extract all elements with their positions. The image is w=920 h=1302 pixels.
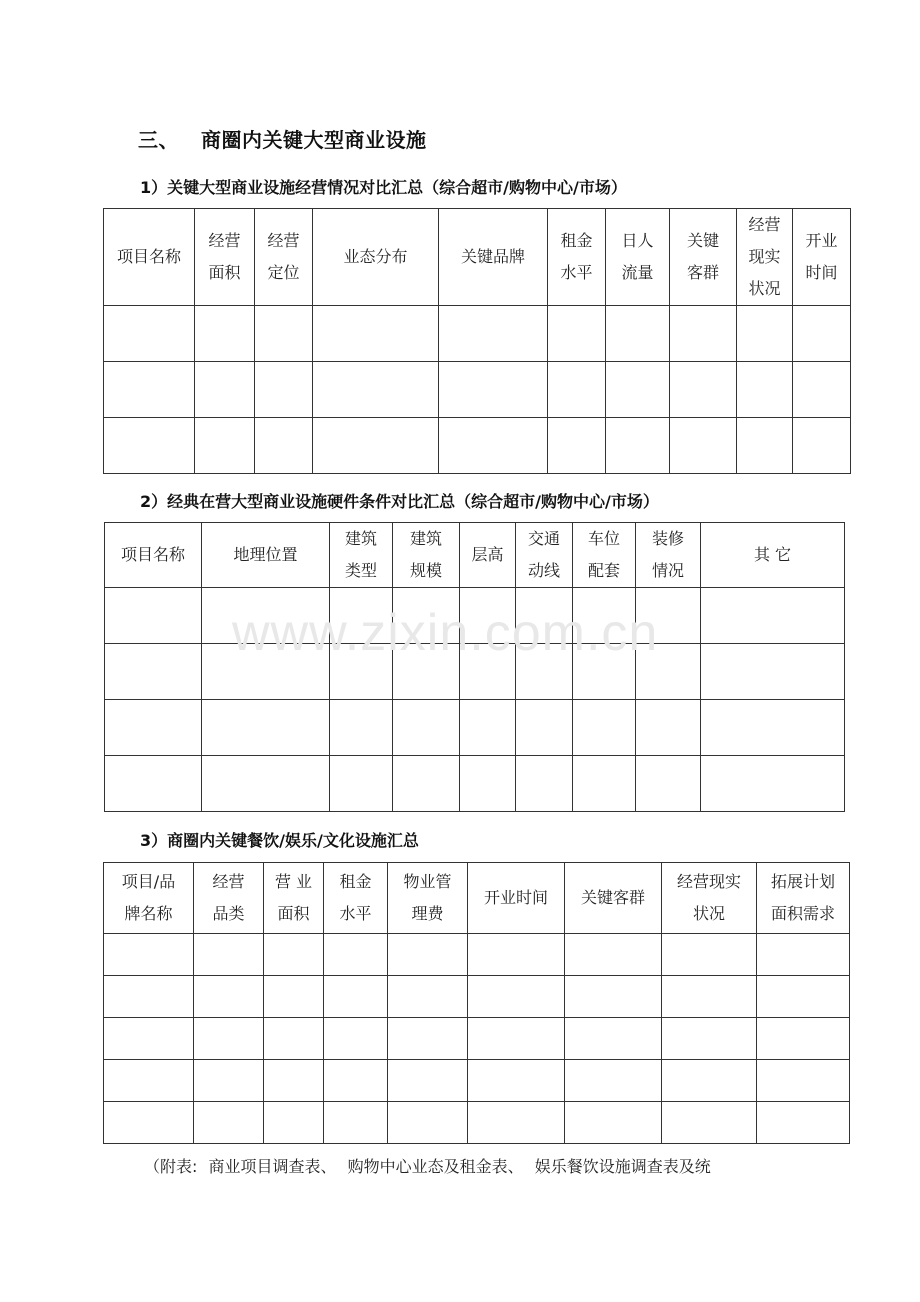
column-header — [393, 523, 460, 588]
empty-cell[interactable] — [606, 306, 670, 362]
empty-cell[interactable] — [330, 700, 393, 756]
empty-cell[interactable] — [104, 418, 195, 474]
column-header — [606, 209, 670, 306]
column-header — [701, 523, 845, 588]
empty-cell[interactable] — [194, 934, 264, 976]
column-header-line: 动线 — [527, 561, 560, 580]
column-header — [388, 863, 468, 934]
empty-cell[interactable] — [636, 700, 701, 756]
column-header-line: 牌名称 — [124, 904, 173, 923]
table-row — [104, 1018, 850, 1060]
column-header-line: 物业管 — [403, 872, 452, 891]
empty-cell[interactable] — [793, 306, 851, 362]
empty-cell[interactable] — [606, 418, 670, 474]
empty-cell[interactable] — [202, 756, 330, 812]
column-header-line: 建筑 — [344, 529, 377, 548]
empty-cell[interactable] — [793, 418, 851, 474]
empty-cell[interactable] — [324, 976, 388, 1018]
empty-cell[interactable] — [264, 1060, 324, 1102]
empty-cell[interactable] — [670, 418, 737, 474]
column-header-line: 日人 — [621, 231, 654, 250]
column-header-line: 项目/品 — [121, 872, 176, 891]
empty-cell[interactable] — [793, 362, 851, 418]
appendix-note-part: 商业项目调查表、 — [208, 1157, 337, 1176]
empty-cell[interactable] — [105, 700, 202, 756]
column-header-line: 品类 — [212, 904, 245, 923]
column-header-line: 配套 — [587, 561, 620, 580]
column-header-line: 开业 — [805, 231, 838, 250]
empty-cell[interactable] — [195, 306, 255, 362]
empty-cell[interactable] — [662, 1060, 757, 1102]
column-header-line: 项目名称 — [120, 545, 185, 564]
table3-title: 3）商圈内关键餐饮/娱乐/文化设施汇总 — [140, 831, 419, 850]
column-header-line: 现实 — [748, 247, 781, 266]
empty-cell[interactable] — [565, 1018, 662, 1060]
column-header-line: 定位 — [267, 263, 300, 282]
empty-cell[interactable] — [105, 588, 202, 644]
empty-cell[interactable] — [757, 1060, 850, 1102]
column-header-line: 关键 — [686, 231, 719, 250]
empty-cell[interactable] — [104, 1060, 194, 1102]
column-header-line: 水平 — [560, 263, 593, 282]
empty-cell[interactable] — [565, 976, 662, 1018]
empty-cell[interactable] — [670, 306, 737, 362]
column-header — [104, 863, 194, 934]
empty-cell[interactable] — [701, 700, 845, 756]
empty-cell[interactable] — [757, 934, 850, 976]
empty-cell[interactable] — [701, 756, 845, 812]
empty-cell[interactable] — [388, 976, 468, 1018]
empty-cell[interactable] — [565, 1060, 662, 1102]
column-header-line: 经营现实 — [676, 872, 741, 891]
table-row — [104, 362, 851, 418]
column-header-line: 经营 — [208, 231, 241, 250]
empty-cell[interactable] — [757, 1102, 850, 1144]
column-header-line: 经营 — [212, 872, 245, 891]
column-header — [516, 523, 573, 588]
column-header-line: 开业时间 — [483, 888, 548, 907]
empty-cell[interactable] — [264, 976, 324, 1018]
appendix-note — [144, 1154, 717, 1177]
empty-cell[interactable] — [565, 1102, 662, 1144]
column-header-line: 规模 — [409, 561, 442, 580]
column-header — [565, 863, 662, 934]
empty-cell[interactable] — [388, 1018, 468, 1060]
empty-cell[interactable] — [737, 418, 793, 474]
empty-cell[interactable] — [670, 362, 737, 418]
column-header — [255, 209, 313, 306]
empty-cell[interactable] — [757, 976, 850, 1018]
empty-cell[interactable] — [737, 306, 793, 362]
empty-cell[interactable] — [313, 362, 439, 418]
column-header — [194, 863, 264, 934]
column-header-line: 流量 — [621, 263, 654, 282]
empty-cell[interactable] — [439, 362, 548, 418]
column-header — [460, 523, 516, 588]
empty-cell[interactable] — [264, 1102, 324, 1144]
column-header-line: 理费 — [411, 904, 444, 923]
column-header-line: 建筑 — [409, 529, 442, 548]
column-header — [439, 209, 548, 306]
empty-cell[interactable] — [104, 976, 194, 1018]
empty-cell[interactable] — [324, 1018, 388, 1060]
empty-cell[interactable] — [255, 362, 313, 418]
column-header-line: 租金 — [560, 231, 593, 250]
column-header-line: 营 业 — [274, 872, 313, 891]
table-row — [104, 306, 851, 362]
table-row — [104, 976, 850, 1018]
column-header-line: 地理位置 — [233, 545, 298, 564]
empty-cell[interactable] — [104, 1018, 194, 1060]
column-header — [324, 863, 388, 934]
empty-cell[interactable] — [202, 700, 330, 756]
appendix-note-part: （附表: — [144, 1157, 198, 1176]
column-header — [737, 209, 793, 306]
empty-cell[interactable] — [313, 306, 439, 362]
column-header-line: 车位 — [587, 529, 620, 548]
empty-cell[interactable] — [388, 934, 468, 976]
table1-title: 1）关键大型商业设施经营情况对比汇总（综合超市/购物中心/市场） — [140, 178, 627, 197]
heading-number: 三、 — [138, 128, 179, 152]
empty-cell[interactable] — [439, 418, 548, 474]
table-row — [104, 1102, 850, 1144]
empty-cell[interactable] — [606, 362, 670, 418]
empty-cell[interactable] — [468, 1018, 565, 1060]
empty-cell[interactable] — [255, 418, 313, 474]
column-header — [573, 523, 636, 588]
column-header — [636, 523, 701, 588]
column-header — [202, 523, 330, 588]
column-header-line: 经营 — [748, 215, 781, 234]
empty-cell[interactable] — [388, 1060, 468, 1102]
column-header-line: 状况 — [748, 279, 781, 298]
empty-cell[interactable] — [439, 306, 548, 362]
column-header-line: 面积 — [277, 904, 310, 923]
column-header-line: 客群 — [686, 263, 719, 282]
empty-cell[interactable] — [662, 1102, 757, 1144]
column-header-line: 状况 — [692, 904, 725, 923]
column-header-line: 层高 — [471, 545, 504, 564]
empty-cell[interactable] — [104, 362, 195, 418]
empty-cell[interactable] — [757, 1018, 850, 1060]
column-header-line: 面积需求 — [770, 904, 835, 923]
empty-cell[interactable] — [636, 756, 701, 812]
column-header-line: 水平 — [339, 904, 372, 923]
column-header-line: 租金 — [339, 872, 372, 891]
empty-cell[interactable] — [388, 1102, 468, 1144]
empty-cell[interactable] — [194, 1060, 264, 1102]
column-header-line: 情况 — [651, 561, 684, 580]
empty-cell[interactable] — [737, 362, 793, 418]
column-header-line: 关键客群 — [580, 888, 645, 907]
empty-cell[interactable] — [516, 756, 573, 812]
empty-cell[interactable] — [468, 934, 565, 976]
heading-text: 商圈内关键大型商业设施 — [201, 128, 427, 152]
column-header — [330, 523, 393, 588]
column-header — [105, 523, 202, 588]
empty-cell[interactable] — [468, 1060, 565, 1102]
column-header-line: 经营 — [267, 231, 300, 250]
table-row — [105, 756, 845, 812]
column-header — [548, 209, 606, 306]
empty-cell[interactable] — [548, 418, 606, 474]
empty-cell[interactable] — [195, 362, 255, 418]
appendix-note-part: 娱乐餐饮设施调查表及统 — [534, 1157, 711, 1176]
empty-cell[interactable] — [548, 362, 606, 418]
empty-cell[interactable] — [460, 756, 516, 812]
empty-cell[interactable] — [194, 1102, 264, 1144]
column-header — [662, 863, 757, 934]
empty-cell[interactable] — [330, 756, 393, 812]
column-header — [195, 209, 255, 306]
empty-cell[interactable] — [194, 1018, 264, 1060]
table-row — [104, 934, 850, 976]
table2-title: 2）经典在营大型商业设施硬件条件对比汇总（综合超市/购物中心/市场） — [140, 492, 659, 511]
empty-cell[interactable] — [662, 934, 757, 976]
column-header-line: 拓展计划 — [770, 872, 835, 891]
column-header-line: 关键品牌 — [460, 247, 525, 266]
facility-operations-table — [103, 208, 851, 474]
table-row — [104, 1060, 850, 1102]
column-header-line: 交通 — [527, 529, 560, 548]
empty-cell[interactable] — [104, 306, 195, 362]
column-header — [670, 209, 737, 306]
empty-cell[interactable] — [324, 934, 388, 976]
empty-cell[interactable] — [255, 306, 313, 362]
empty-cell[interactable] — [264, 934, 324, 976]
appendix-note-part: 购物中心业态及租金表、 — [347, 1157, 524, 1176]
empty-cell[interactable] — [393, 700, 460, 756]
watermark: www.zixin.com.cn — [232, 604, 659, 662]
column-header-line: 类型 — [344, 561, 377, 580]
column-header — [793, 209, 851, 306]
column-header-line: 装修 — [651, 529, 684, 548]
empty-cell[interactable] — [516, 700, 573, 756]
empty-cell[interactable] — [548, 306, 606, 362]
empty-cell[interactable] — [573, 756, 636, 812]
column-header — [468, 863, 565, 934]
facility-hardware-table — [104, 522, 845, 812]
empty-cell[interactable] — [573, 700, 636, 756]
table-row — [104, 418, 851, 474]
column-header-line: 其 它 — [753, 545, 792, 564]
empty-cell[interactable] — [701, 588, 845, 644]
empty-cell[interactable] — [324, 1060, 388, 1102]
empty-cell[interactable] — [662, 976, 757, 1018]
empty-cell[interactable] — [195, 418, 255, 474]
empty-cell[interactable] — [264, 1018, 324, 1060]
empty-cell[interactable] — [324, 1102, 388, 1144]
empty-cell[interactable] — [105, 644, 202, 700]
empty-cell[interactable] — [468, 1102, 565, 1144]
empty-cell[interactable] — [313, 418, 439, 474]
column-header-line: 项目名称 — [116, 247, 181, 266]
empty-cell[interactable] — [701, 644, 845, 700]
section-heading — [138, 124, 427, 153]
empty-cell[interactable] — [104, 1102, 194, 1144]
column-header-line: 时间 — [805, 263, 838, 282]
empty-cell[interactable] — [460, 700, 516, 756]
empty-cell[interactable] — [105, 756, 202, 812]
empty-cell[interactable] — [565, 934, 662, 976]
column-header — [757, 863, 850, 934]
empty-cell[interactable] — [662, 1018, 757, 1060]
column-header-line: 面积 — [208, 263, 241, 282]
column-header — [104, 209, 195, 306]
empty-cell[interactable] — [194, 976, 264, 1018]
column-header-line: 业态分布 — [343, 247, 408, 266]
empty-cell[interactable] — [468, 976, 565, 1018]
dining-entertainment-table — [103, 862, 850, 1144]
column-header — [313, 209, 439, 306]
table-row — [105, 700, 845, 756]
column-header — [264, 863, 324, 934]
empty-cell[interactable] — [393, 756, 460, 812]
empty-cell[interactable] — [104, 934, 194, 976]
